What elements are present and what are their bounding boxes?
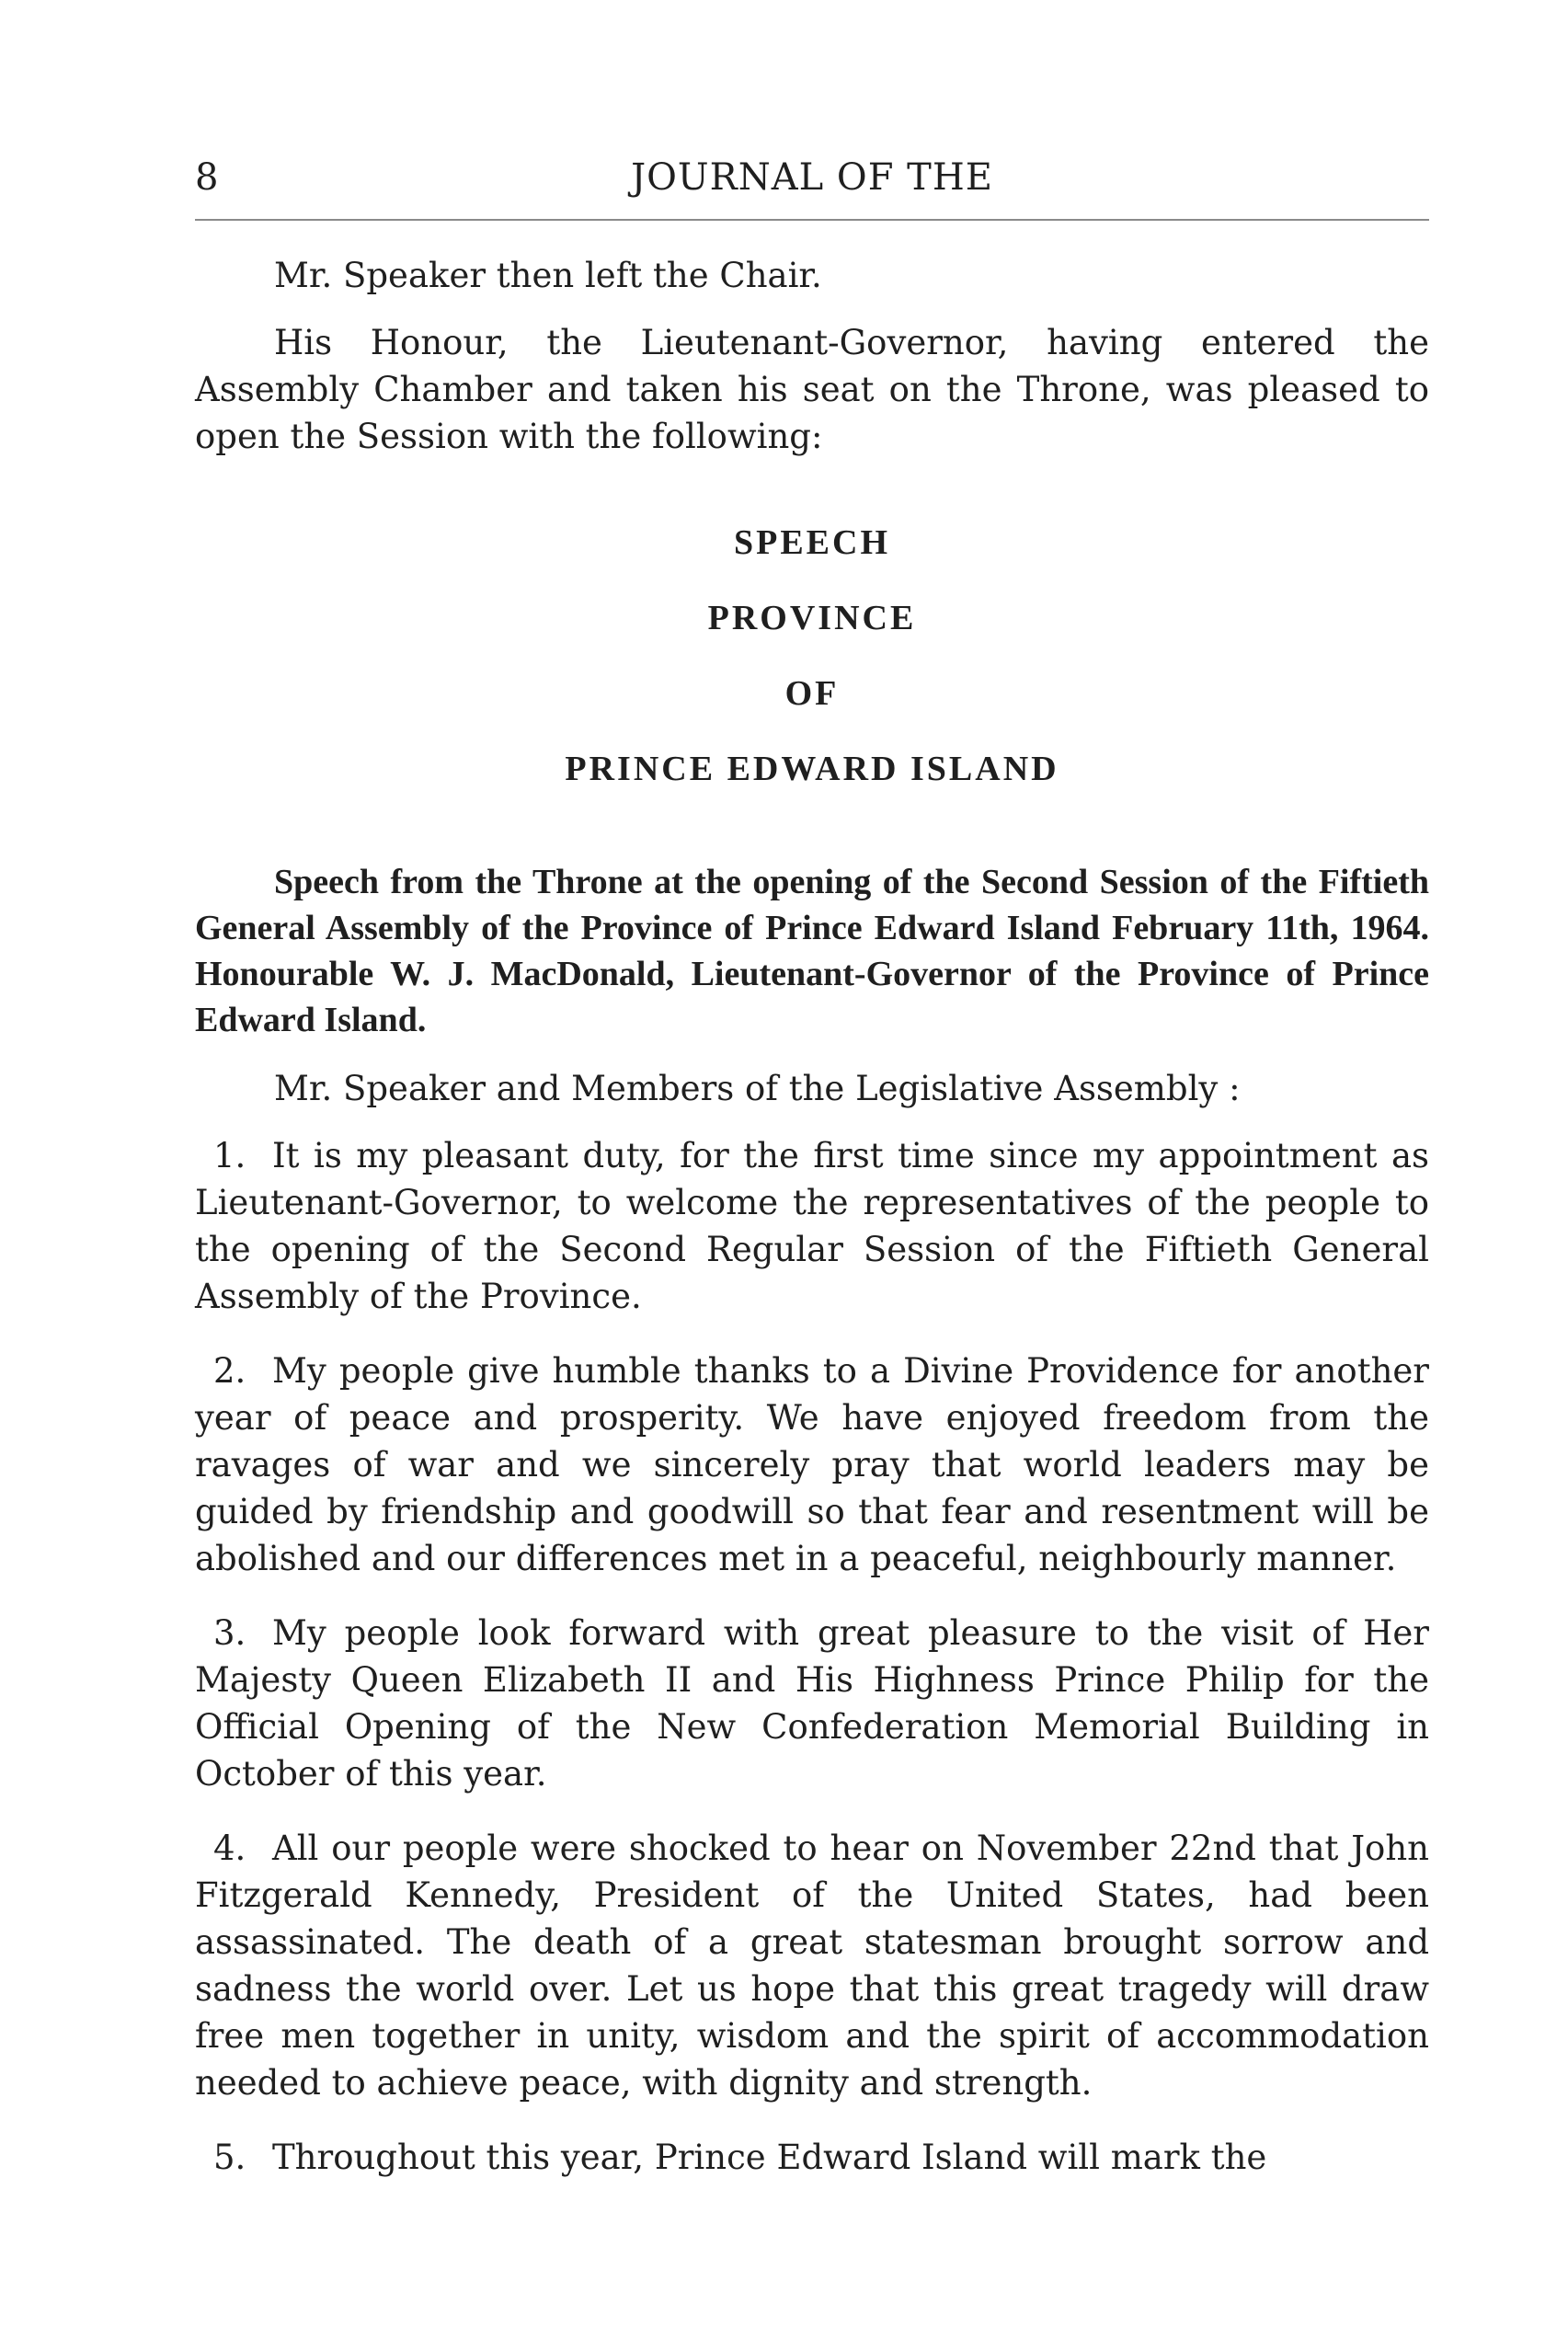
heading-prince-edward-island: PRINCE EDWARD ISLAND (565, 750, 1059, 788)
numbered-paragraph-2 (195, 1347, 1429, 1582)
heading-province: PROVINCE (707, 599, 917, 637)
numbered-paragraph-3 (195, 1610, 1429, 1797)
speech-lead-paragraph: Speech from the Throne at the opening of the Second Session of the Fiftieth General Assembly of the Province of Prince Edward Island February 11th, 1964. Honourable W. J. MacDonald, Lieutenant-Governor of the Province of Prince Edward Island. (195, 863, 1429, 1039)
paragraph-number: 4. (213, 1828, 246, 1868)
journal-page (195, 156, 1429, 2181)
paragraph-text: My people look forward with great pleasure to the visit of Her Majesty Queen Elizabeth II and His Highness Prince Philip for the Official Opening of the New Confederation Memorial Building in October of this year. (195, 1613, 1429, 1794)
numbered-paragraph-5 (195, 2134, 1429, 2181)
heading-of: OF (784, 674, 840, 713)
intro-line-speaker: Mr. Speaker then left the Chair. (274, 256, 822, 295)
paragraph-number: 5. (213, 2138, 246, 2177)
intro-paragraph: His Honour, the Lieutenant-Governor, having entered the Assembly Chamber and taken his seat on the Throne, was pleased to open the Session with the following: (195, 323, 1429, 456)
paragraph-text: It is my pleasant duty, for the first time since my appointment as Lieutenant-Governor, to welcome the representatives of the people to the opening of the Second Regular Session of the Fiftieth General Assembly of the Province. (195, 1136, 1429, 1316)
paragraph-text: My people give humble thanks to a Divine Providence for another year of peace and prosperity. We have enjoyed freedom from the ravages of war and we sincerely pray that world leaders may be guided by friendship and goodwill so that fear and resentment will be abolished and our differences met in a peaceful, neighbourly manner. (195, 1351, 1429, 1578)
paragraph-number: 2. (213, 1351, 246, 1391)
page-number: 8 (195, 156, 220, 199)
numbered-paragraph-1 (195, 1132, 1429, 1320)
salutation: Mr. Speaker and Members of the Legislative Assembly : (274, 1069, 1241, 1108)
paragraph-number: 1. (213, 1136, 246, 1175)
heading-speech: SPEECH (733, 523, 891, 562)
journal-title: JOURNAL OF THE (631, 156, 993, 199)
paragraph-text: Throughout this year, Prince Edward Island will mark the (272, 2138, 1267, 2177)
paragraph-text: All our people were shocked to hear on November 22nd that John Fitzgerald Kennedy, President of the United States, had been assassinated. The death of a great statesman brought sorrow and sadness the world over. Let us hope that this great tragedy will draw free men together in unity, wisdom and the spirit of accommodation needed to achieve peace, with dignity and strength. (195, 1828, 1429, 2103)
paragraph-number: 3. (213, 1613, 246, 1653)
numbered-paragraph-4 (195, 1825, 1429, 2106)
running-head (195, 156, 1429, 212)
header-rule (195, 219, 1429, 221)
